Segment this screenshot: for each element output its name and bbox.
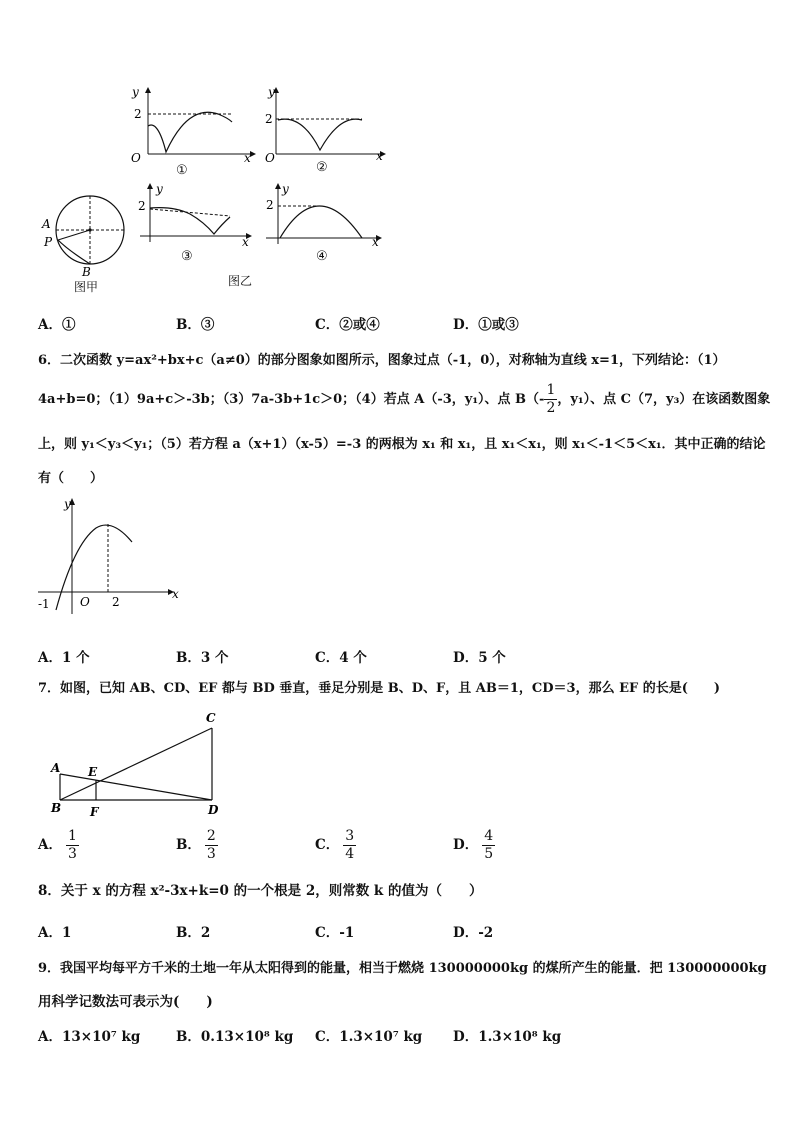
q5-option-a[interactable]: A．① — [38, 317, 76, 333]
q8-option-d[interactable]: D．-2 — [453, 925, 494, 941]
q6-line-1: 6．二次函数 y=ax²+bx+c（a≠0）的部分图象如图所示，图象过点（-1，0），对称轴为直线 x=1，下列结论：（1） — [38, 353, 726, 368]
graph-2-number: ② — [316, 160, 328, 175]
tick-2: 2 — [266, 198, 274, 212]
q6-line-4: 有（ ） — [38, 471, 104, 486]
point-c-label: C — [206, 711, 216, 725]
graph-3-number: ③ — [181, 249, 193, 264]
q8-option-b[interactable]: B．2 — [176, 925, 211, 941]
q6-option-c[interactable]: C．4 个 — [315, 650, 367, 666]
y-axis-label: y — [282, 182, 289, 196]
q6-option-b[interactable]: B．3 个 — [176, 650, 229, 666]
q9-option-a[interactable]: A．13×10⁷ kg — [38, 1029, 141, 1045]
q6-fraction: $\frac{1}{2}$ — [546, 382, 556, 416]
x-axis-label: x — [376, 149, 383, 163]
point-p-label: P — [44, 235, 53, 249]
q7-option-a[interactable]: A． $\frac{1}{3}$ — [38, 828, 77, 862]
x-axis-label: x — [244, 151, 251, 164]
point-e-label: E — [88, 765, 98, 779]
y-axis-label: y — [64, 497, 71, 511]
tick-2: 2 — [265, 112, 273, 126]
graph-3 — [134, 182, 258, 248]
point-a-label: A — [42, 217, 51, 231]
q7-option-d[interactable]: D． $\frac{4}{5}$ — [453, 828, 494, 862]
circle-figure — [38, 188, 134, 288]
x-axis-label: x — [242, 235, 249, 248]
q6-line-2a: 4a+b=0；（1）9a+c＞-3b；（3）7a-3b+1c＞0；（4）若点 A（-3，y₁）、点 B（- — [38, 392, 545, 407]
figure-jia-caption: 图甲 — [74, 280, 99, 294]
graph-1 — [128, 84, 258, 164]
graph-1-number: ① — [176, 163, 188, 178]
x-axis-label: x — [172, 587, 179, 601]
q8-option-c[interactable]: C．-1 — [315, 925, 355, 941]
point-b-label: B — [51, 801, 62, 815]
q7-triangle-figure — [46, 706, 236, 820]
point-a-label: A — [51, 761, 61, 775]
tick-2: 2 — [112, 595, 120, 609]
origin-label: O — [131, 151, 141, 164]
q7-option-c[interactable]: C． $\frac{3}{4}$ — [315, 828, 355, 862]
point-b-label: B — [82, 265, 91, 279]
q8-option-a[interactable]: A．1 — [38, 925, 72, 941]
q9-option-b[interactable]: B．0.13×10⁸ kg — [176, 1029, 294, 1045]
point-d-label: D — [208, 803, 219, 817]
y-axis-label: y — [132, 85, 139, 99]
tick-neg1: -1 — [38, 597, 50, 611]
q7-option-b[interactable]: B． $\frac{2}{3}$ — [176, 828, 216, 862]
q6-line-3: 上，则 y₁＜y₃＜y₁；（5）若方程 a（x+1）（x-5）=-3 的两根为 x₁ 和 x₁，且 x₁＜x₁，则 x₁＜-1＜5＜x₁．其中正确的结论 — [38, 437, 766, 452]
origin-label: O — [80, 595, 90, 609]
q5-option-d[interactable]: D．①或③ — [453, 317, 519, 333]
point-f-label: F — [90, 805, 99, 819]
tick-2: 2 — [134, 107, 142, 121]
graph-4-number: ④ — [316, 249, 328, 264]
q9-option-c[interactable]: C．1.3×10⁷ kg — [315, 1029, 423, 1045]
graph-4 — [260, 182, 388, 248]
q6-option-d[interactable]: D．5 个 — [453, 650, 506, 666]
x-axis-label: x — [372, 235, 379, 248]
y-axis-label: y — [268, 85, 275, 99]
q9-line-1: 9．我国平均每平方千米的土地一年从太阳得到的能量，相当于燃烧 130000000kg 的煤所产生的能量．把 130000000kg — [38, 961, 767, 976]
q5-option-b[interactable]: B．③ — [176, 317, 215, 333]
q6-option-a[interactable]: A．1 个 — [38, 650, 90, 666]
q9-option-d[interactable]: D．1.3×10⁸ kg — [453, 1029, 562, 1045]
q7-text: 7．如图，已知 AB、CD、EF 都与 BD 垂直，垂足分别是 B、D、F，且 AB＝1，CD＝3，那么 EF 的长是( ) — [38, 681, 721, 696]
y-axis-label: y — [156, 182, 163, 196]
q6-parabola-graph — [34, 494, 184, 620]
figure-yi-caption: 图乙 — [228, 274, 253, 288]
q9-line-2: 用科学记数法可表示为( ) — [38, 994, 213, 1010]
tick-2: 2 — [138, 199, 146, 213]
q6-line-2b: ，y₁）、点 C（7，y₃）在该函数图象 — [557, 392, 771, 407]
q8-text: 8．关于 x 的方程 x²-3x+k=0 的一个根是 2，则常数 k 的值为（ ） — [38, 883, 483, 899]
origin-label: O — [265, 151, 275, 164]
graph-2 — [262, 84, 392, 164]
q5-option-c[interactable]: C．②或④ — [315, 317, 380, 333]
q6-line-2 — [38, 382, 770, 417]
